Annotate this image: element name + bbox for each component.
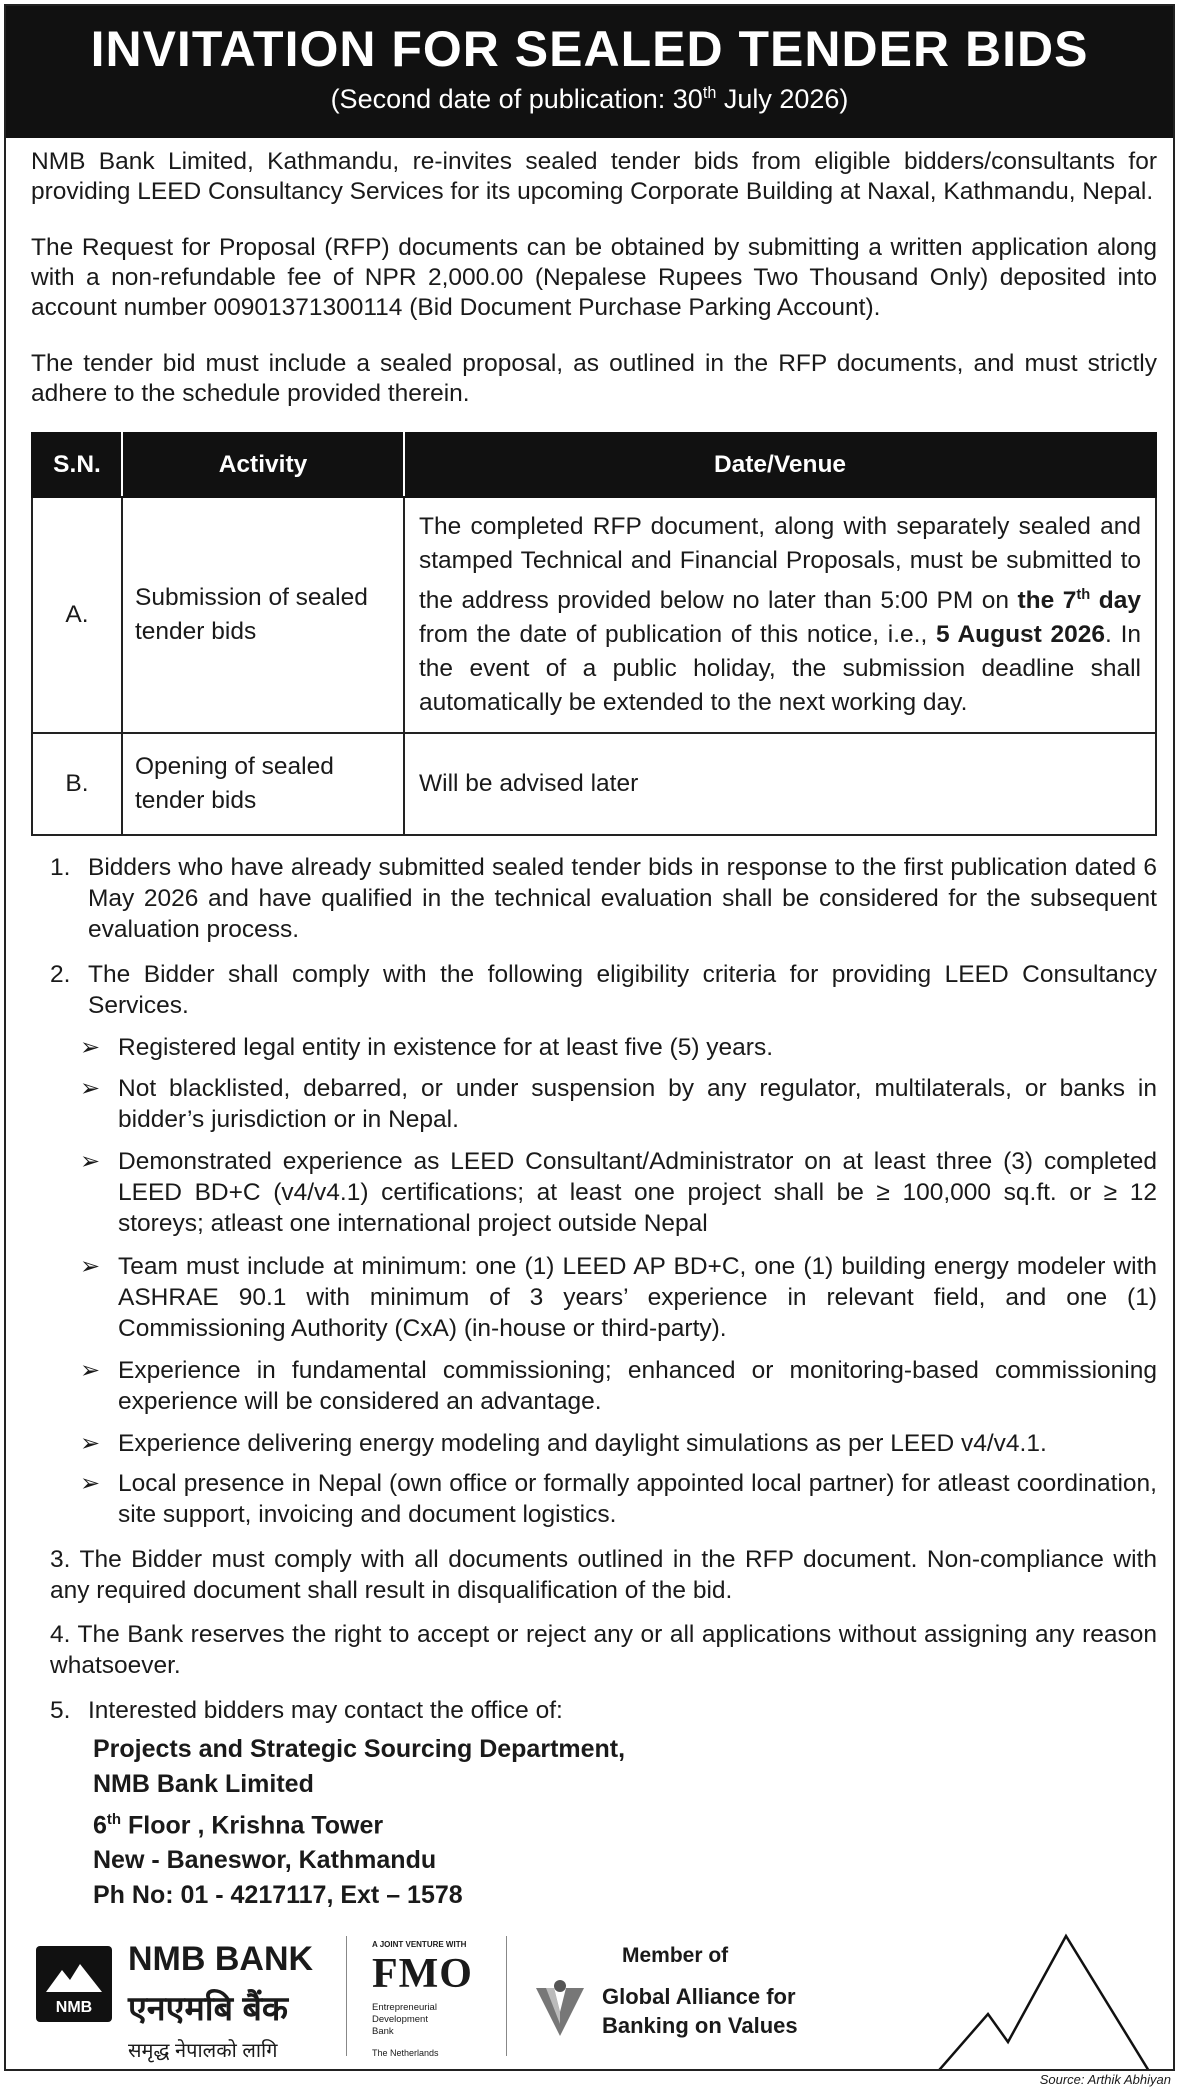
notice-title: INVITATION FOR SEALED TENDER BIDS bbox=[90, 21, 1089, 77]
row-a-deadline-date: 5 August 2026 bbox=[936, 621, 1106, 649]
schedule-table bbox=[31, 432, 1157, 836]
gabv-name: Global Alliance for Banking on Values bbox=[602, 1984, 798, 2038]
nmb-logo-icon bbox=[36, 1946, 112, 2022]
nmb-slogan: समृद्ध नेपालको लागि bbox=[128, 2040, 278, 2062]
row-b-activity: Opening of sealed tender bids bbox=[122, 733, 404, 835]
notice-frame bbox=[4, 4, 1175, 2071]
item-1-number: 1. bbox=[50, 854, 71, 881]
member-of-label: Member of bbox=[622, 1944, 729, 1967]
address-line-phone: Ph No: 01 - 4217117, Ext – 1578 bbox=[93, 1881, 463, 1910]
item-1-text: Bidders who have already submitted sealed tender bids in response to the first publication dated 6 May 2026 and have qualified in the technical evaluation shall be considered for the subsequent evaluation process. bbox=[88, 854, 1157, 943]
address-floor-sup: th bbox=[106, 1811, 122, 1828]
fmo-joint-venture: A JOINT VENTURE WITH bbox=[372, 1940, 467, 1949]
criteria-item-4: Team must include at minimum: one (1) LEED AP BD+C, one (1) building energy modeler with ASHRAE 90.1 with minimum of 3 years’ experience in relevant field, and one (1) Commissioning Authority (CxA) (in-house or third-party). bbox=[118, 1253, 1157, 1342]
footer-logos bbox=[6, 1926, 1175, 2071]
row-a-bold-day: the 7 bbox=[1017, 587, 1077, 615]
header-sn: S.N. bbox=[32, 433, 122, 497]
arrow-bullet-icon: ➢ bbox=[80, 1034, 101, 1061]
arrow-bullet-icon: ➢ bbox=[80, 1430, 101, 1457]
title-banner bbox=[6, 6, 1173, 138]
row-a-text-3: . In the event of a public holiday, the submission deadline shall automatically be extended to the next working day. bbox=[419, 621, 1142, 717]
item-4-text: 4. The Bank reserves the right to accept or reject any or all applications without assigning any reason whatsoever. bbox=[50, 1621, 1157, 1679]
criteria-item-7: Local presence in Nepal (own office or formally appointed local partner) for atleast coordination, site support, invoicing and document logistics. bbox=[118, 1470, 1157, 1528]
row-a-date-venue bbox=[404, 497, 1156, 733]
divider bbox=[506, 1936, 507, 2056]
fmo-country: The Netherlands bbox=[372, 2048, 439, 2058]
publication-date-tail: July 2026) bbox=[716, 84, 849, 114]
publication-date-sup: th bbox=[702, 84, 717, 102]
item-5-number: 5. bbox=[50, 1697, 71, 1724]
contact-address bbox=[93, 1732, 625, 1913]
row-b-sn: B. bbox=[32, 733, 122, 835]
divider bbox=[346, 1936, 347, 2056]
row-a-activity: Submission of sealed tender bids bbox=[122, 497, 404, 733]
row-b-date-venue: Will be advised later bbox=[404, 733, 1156, 835]
header-date-venue: Date/Venue bbox=[404, 433, 1156, 497]
arrow-bullet-icon: ➢ bbox=[80, 1253, 101, 1280]
criteria-item-5: Experience in fundamental commissioning; enhanced or monitoring-based commissioning experience will be considered an advantage. bbox=[118, 1357, 1157, 1415]
row-a-sn: A. bbox=[32, 497, 122, 733]
table-header-row bbox=[32, 433, 1156, 497]
criteria-item-3: Demonstrated experience as LEED Consultant/Administrator on at least three (3) completed LEED BD+C (v4/v4.1) certifications; at least one project shall be ≥ 100,000 sq.ft. or ≥ 12 storeys; atleast one international project outside Nepal bbox=[118, 1148, 1157, 1237]
address-floor-num: 6 bbox=[93, 1811, 107, 1840]
row-a-text-2: from the date of publication of this notice, i.e., bbox=[419, 621, 937, 649]
intro-paragraph-3: The tender bid must include a sealed proposal, as outlined in the RFP documents, and must strictly adhere to the schedule provided therein. bbox=[31, 350, 1157, 407]
address-line-area: New - Baneswor, Kathmandu bbox=[93, 1846, 437, 1875]
nmb-logo-text: NMB bbox=[55, 1999, 93, 2016]
arrow-bullet-icon: ➢ bbox=[80, 1357, 101, 1384]
item-3-text: 3. The Bidder must comply with all documents outlined in the RFP document. Non-compliance with any required document shall result in disqualification of the bid. bbox=[50, 1546, 1157, 1604]
header-activity: Activity bbox=[122, 433, 404, 497]
row-a-text-1: The completed RFP document, along with separately sealed and stamped Technical and Financial Proposals, must be submitted to the address provided below no later than 5:00 PM on bbox=[419, 512, 1141, 615]
criteria-item-1: Registered legal entity in existence for at least five (5) years. bbox=[118, 1034, 774, 1061]
address-line-bank: NMB Bank Limited bbox=[93, 1770, 314, 1798]
intro-paragraph-1: NMB Bank Limited, Kathmandu, re-invites sealed tender bids from eligible bidders/consultants for providing LEED Consultancy Services for its upcoming Corporate Building at Naxal, Kathmandu, Nepal. bbox=[31, 148, 1157, 205]
nmb-mountain-icon bbox=[36, 1946, 112, 2022]
address-line-department: Projects and Strategic Sourcing Department, bbox=[93, 1735, 626, 1763]
table-row bbox=[32, 733, 1156, 835]
address-line-floor bbox=[93, 1802, 625, 1843]
source-credit: Source: Arthik Abhiyan bbox=[1039, 2072, 1171, 2087]
arrow-bullet-icon: ➢ bbox=[80, 1148, 101, 1175]
fmo-logo: FMO bbox=[372, 1951, 473, 1997]
fmo-subtitle: Entrepreneurial Development Bank bbox=[372, 2002, 437, 2037]
address-floor-text: Floor , Krishna Tower bbox=[121, 1811, 384, 1840]
gabv-logo-icon bbox=[532, 1978, 588, 2043]
criteria-item-6: Experience delivering energy modeling and daylight simulations as per LEED v4/v4.1. bbox=[118, 1430, 1047, 1457]
table-row bbox=[32, 497, 1156, 733]
publication-date-text: (Second date of publication: 30 bbox=[330, 84, 703, 114]
item-2-number: 2. bbox=[50, 961, 71, 988]
intro-paragraph-2: The Request for Proposal (RFP) documents can be obtained by submitting a written application along with a non-refundable fee of NPR 2,000.00 (Nepalese Rupees Two Thousand Only) deposited into account number 00901371300114 (Bid Document Purchase Parking Account). bbox=[31, 234, 1157, 321]
row-a-bold-day-word: day bbox=[1090, 587, 1141, 615]
criteria-item-2: Not blacklisted, debarred, or under suspension by any regulator, multilaterals, or banks in bidder’s jurisdiction or in Nepal. bbox=[118, 1075, 1157, 1133]
mountain-outline-icon bbox=[926, 1926, 1156, 2071]
item-5-text: Interested bidders may contact the office of: bbox=[88, 1697, 563, 1724]
nmb-bank-name: NMB BANK bbox=[128, 1940, 314, 1978]
arrow-bullet-icon: ➢ bbox=[80, 1075, 101, 1102]
arrow-bullet-icon: ➢ bbox=[80, 1470, 101, 1497]
publication-date bbox=[6, 84, 1173, 115]
row-a-sup: th bbox=[1076, 586, 1091, 603]
nmb-bank-name-devanagari: एनएमबि बैंक bbox=[128, 1990, 288, 2028]
item-2-text: The Bidder shall comply with the following eligibility criteria for providing LEED Consultancy Services. bbox=[88, 961, 1157, 1019]
